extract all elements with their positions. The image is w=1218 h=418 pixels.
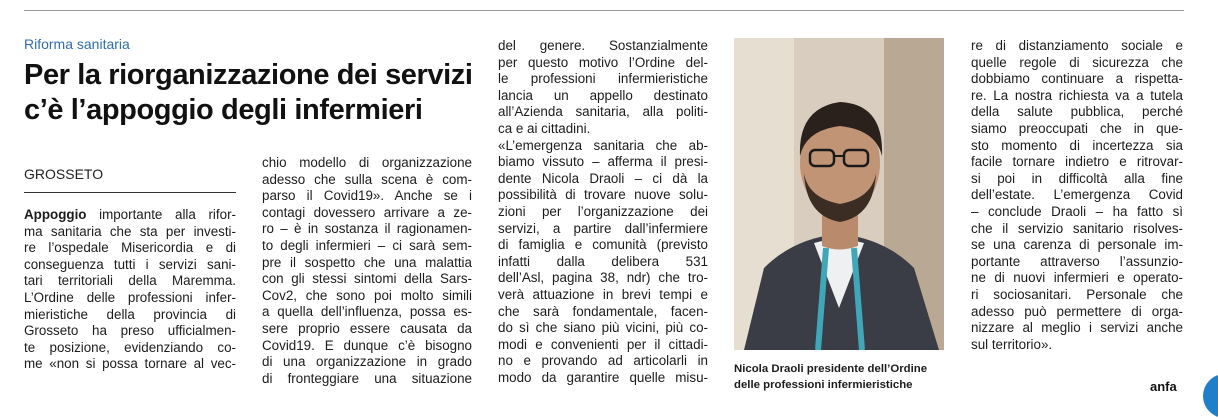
text-line: te posizione, evidenziando co- xyxy=(24,339,236,355)
text-line: Cov2, che sono poi molto simili xyxy=(262,287,472,303)
text-line: no e provando ad articolarli in xyxy=(498,353,708,369)
text-line: modo da garantire quelle misu- xyxy=(498,369,708,385)
text-column-4 xyxy=(971,38,1183,353)
text-line: con gli stessi sintomi della Sars- xyxy=(262,271,472,287)
text-line: ne di nuovi infermieri e operato- xyxy=(971,270,1183,286)
text-line: del genere. Sostanzialmente xyxy=(498,38,708,53)
corner-badge xyxy=(1203,374,1218,418)
photo-caption xyxy=(734,361,949,393)
text-line: ri sociosanitari. Personale che xyxy=(971,286,1183,302)
text-line: che sarà fondamentale, facen- xyxy=(498,303,708,319)
text-line: sere proprio essere causata da xyxy=(262,320,472,336)
text-line: pre il sospetto che una malattia xyxy=(262,254,472,270)
caption-line: delle professioni infermieristiche xyxy=(734,379,913,391)
text-line: conseguenza tutti i servizi sani- xyxy=(24,256,236,272)
text-line: Grosseto ha preso ufficialmen- xyxy=(24,323,236,339)
text-column-3 xyxy=(498,38,708,386)
text-line: re di distanziamento sociale e xyxy=(971,38,1183,53)
text-line: to degli infermieri – ci sarà sem- xyxy=(262,237,472,253)
text-line: portante attraverso l’assunzio- xyxy=(971,253,1183,269)
text-line: mieristiche della provincia di xyxy=(24,306,236,322)
section-kicker: Riforma sanitaria xyxy=(24,36,130,52)
text-line: della salute pubblica, perché xyxy=(971,104,1183,120)
author-signature: anfa xyxy=(1150,379,1177,394)
text-line: all’Azienda sanitaria, alla politi- xyxy=(498,104,708,120)
portrait-illustration xyxy=(734,38,944,350)
text-line: possibilità di trovare nuove solu- xyxy=(498,187,708,203)
text-line: di famiglia e comunità (previsto xyxy=(498,237,708,253)
text-line: le professioni infermieristiche xyxy=(498,71,708,87)
text-line: lancia un appello destinato xyxy=(498,87,708,103)
text-column-1 xyxy=(24,207,236,373)
text-line: che il servizio sanitario risolves- xyxy=(971,220,1183,236)
text-line: adesso può permettere di orga- xyxy=(971,303,1183,319)
text-line: me «non si possa tornare al vec- xyxy=(24,356,236,372)
text-line: dell’estate. L’emergenza Covid xyxy=(971,187,1183,203)
portrait-photo xyxy=(734,38,944,350)
text-line: – conclude Draoli – ha fatto sì xyxy=(971,203,1183,219)
text-line: infatti dalla delibera 531 xyxy=(498,253,708,269)
text-line: facile tornare indietro e ritrovar- xyxy=(971,154,1183,170)
text-line: Covid19. E dunque c’è bisogno xyxy=(262,337,472,353)
text-line: dell’Asl, pagina 38, ndr) che tro- xyxy=(498,270,708,286)
text-line: sto momento di incertezza sia xyxy=(971,137,1183,153)
dateline: GROSSETO xyxy=(24,166,104,182)
text-line: quelle regole di sicurezza che xyxy=(971,54,1183,70)
headline-line: Per la riorganizzazione dei servizi xyxy=(24,59,473,91)
text-line: ma sanitaria che sta per investi- xyxy=(24,223,236,239)
text-line xyxy=(24,207,236,224)
text-line: chio modello di organizzazione xyxy=(262,155,472,170)
text-line: «L’emergenza sanitaria che ab- xyxy=(498,137,708,153)
headline xyxy=(24,58,494,128)
text-line: sul territorio». xyxy=(971,336,1053,352)
text-fragment: importante alla rifor- xyxy=(86,207,236,222)
text-line: nizzare al meglio i servizi anche xyxy=(971,320,1183,336)
lead-word: Appoggio xyxy=(24,207,87,222)
text-line: do sì che siano più vicini, più co- xyxy=(498,320,708,336)
text-line: servizi, a partire dall’infermiere xyxy=(498,220,708,236)
text-line: ca e ai cittadini. xyxy=(498,120,591,136)
text-line: modi e convenienti per il cittadi- xyxy=(498,336,708,352)
text-line: parso il Covid19». Anche se i xyxy=(262,188,472,204)
text-line: siamo preoccupati che in que- xyxy=(971,120,1183,136)
top-rule xyxy=(24,10,1184,11)
text-line: per questo motivo l’Ordine del- xyxy=(498,54,708,70)
text-line: se una carenza di personale im- xyxy=(971,237,1183,253)
text-line: di una organizzazione in grado xyxy=(262,354,472,370)
caption-line: Nicola Draoli presidente dell’Ordine xyxy=(734,363,928,375)
text-line: contagi dovessero arrivare a ze- xyxy=(262,204,472,220)
text-line: a quella dell’influenza, possa es- xyxy=(262,304,472,320)
text-line: zioni per l’organizzazione dei xyxy=(498,203,708,219)
text-line: dente Nicola Draoli – ci dà la xyxy=(498,170,708,186)
text-line: verà attuazione in brevi tempi e xyxy=(498,286,708,302)
text-line: biamo vissuto – afferma il presi- xyxy=(498,154,708,170)
text-line: ro – è in sostanza il ragionamen- xyxy=(262,221,472,237)
text-line: adesso che sulla scena è com- xyxy=(262,171,472,187)
dateline-rule xyxy=(24,192,236,193)
text-line: di fronteggiare una situazione xyxy=(262,370,472,386)
text-line: re. La nostra richiesta va a tutela xyxy=(971,87,1183,103)
text-line: L’Ordine delle professioni infer- xyxy=(24,289,236,305)
text-column-2 xyxy=(262,155,472,387)
headline-line: c’è l’appoggio degli infermieri xyxy=(24,94,423,126)
text-line: si poi in difficoltà alla fine xyxy=(971,170,1183,186)
text-line: re l’ospedale Misericordia e di xyxy=(24,240,236,256)
text-line: tari territoriali della Maremma. xyxy=(24,273,236,289)
text-line: dobbiamo continuare a rispetta- xyxy=(971,71,1183,87)
